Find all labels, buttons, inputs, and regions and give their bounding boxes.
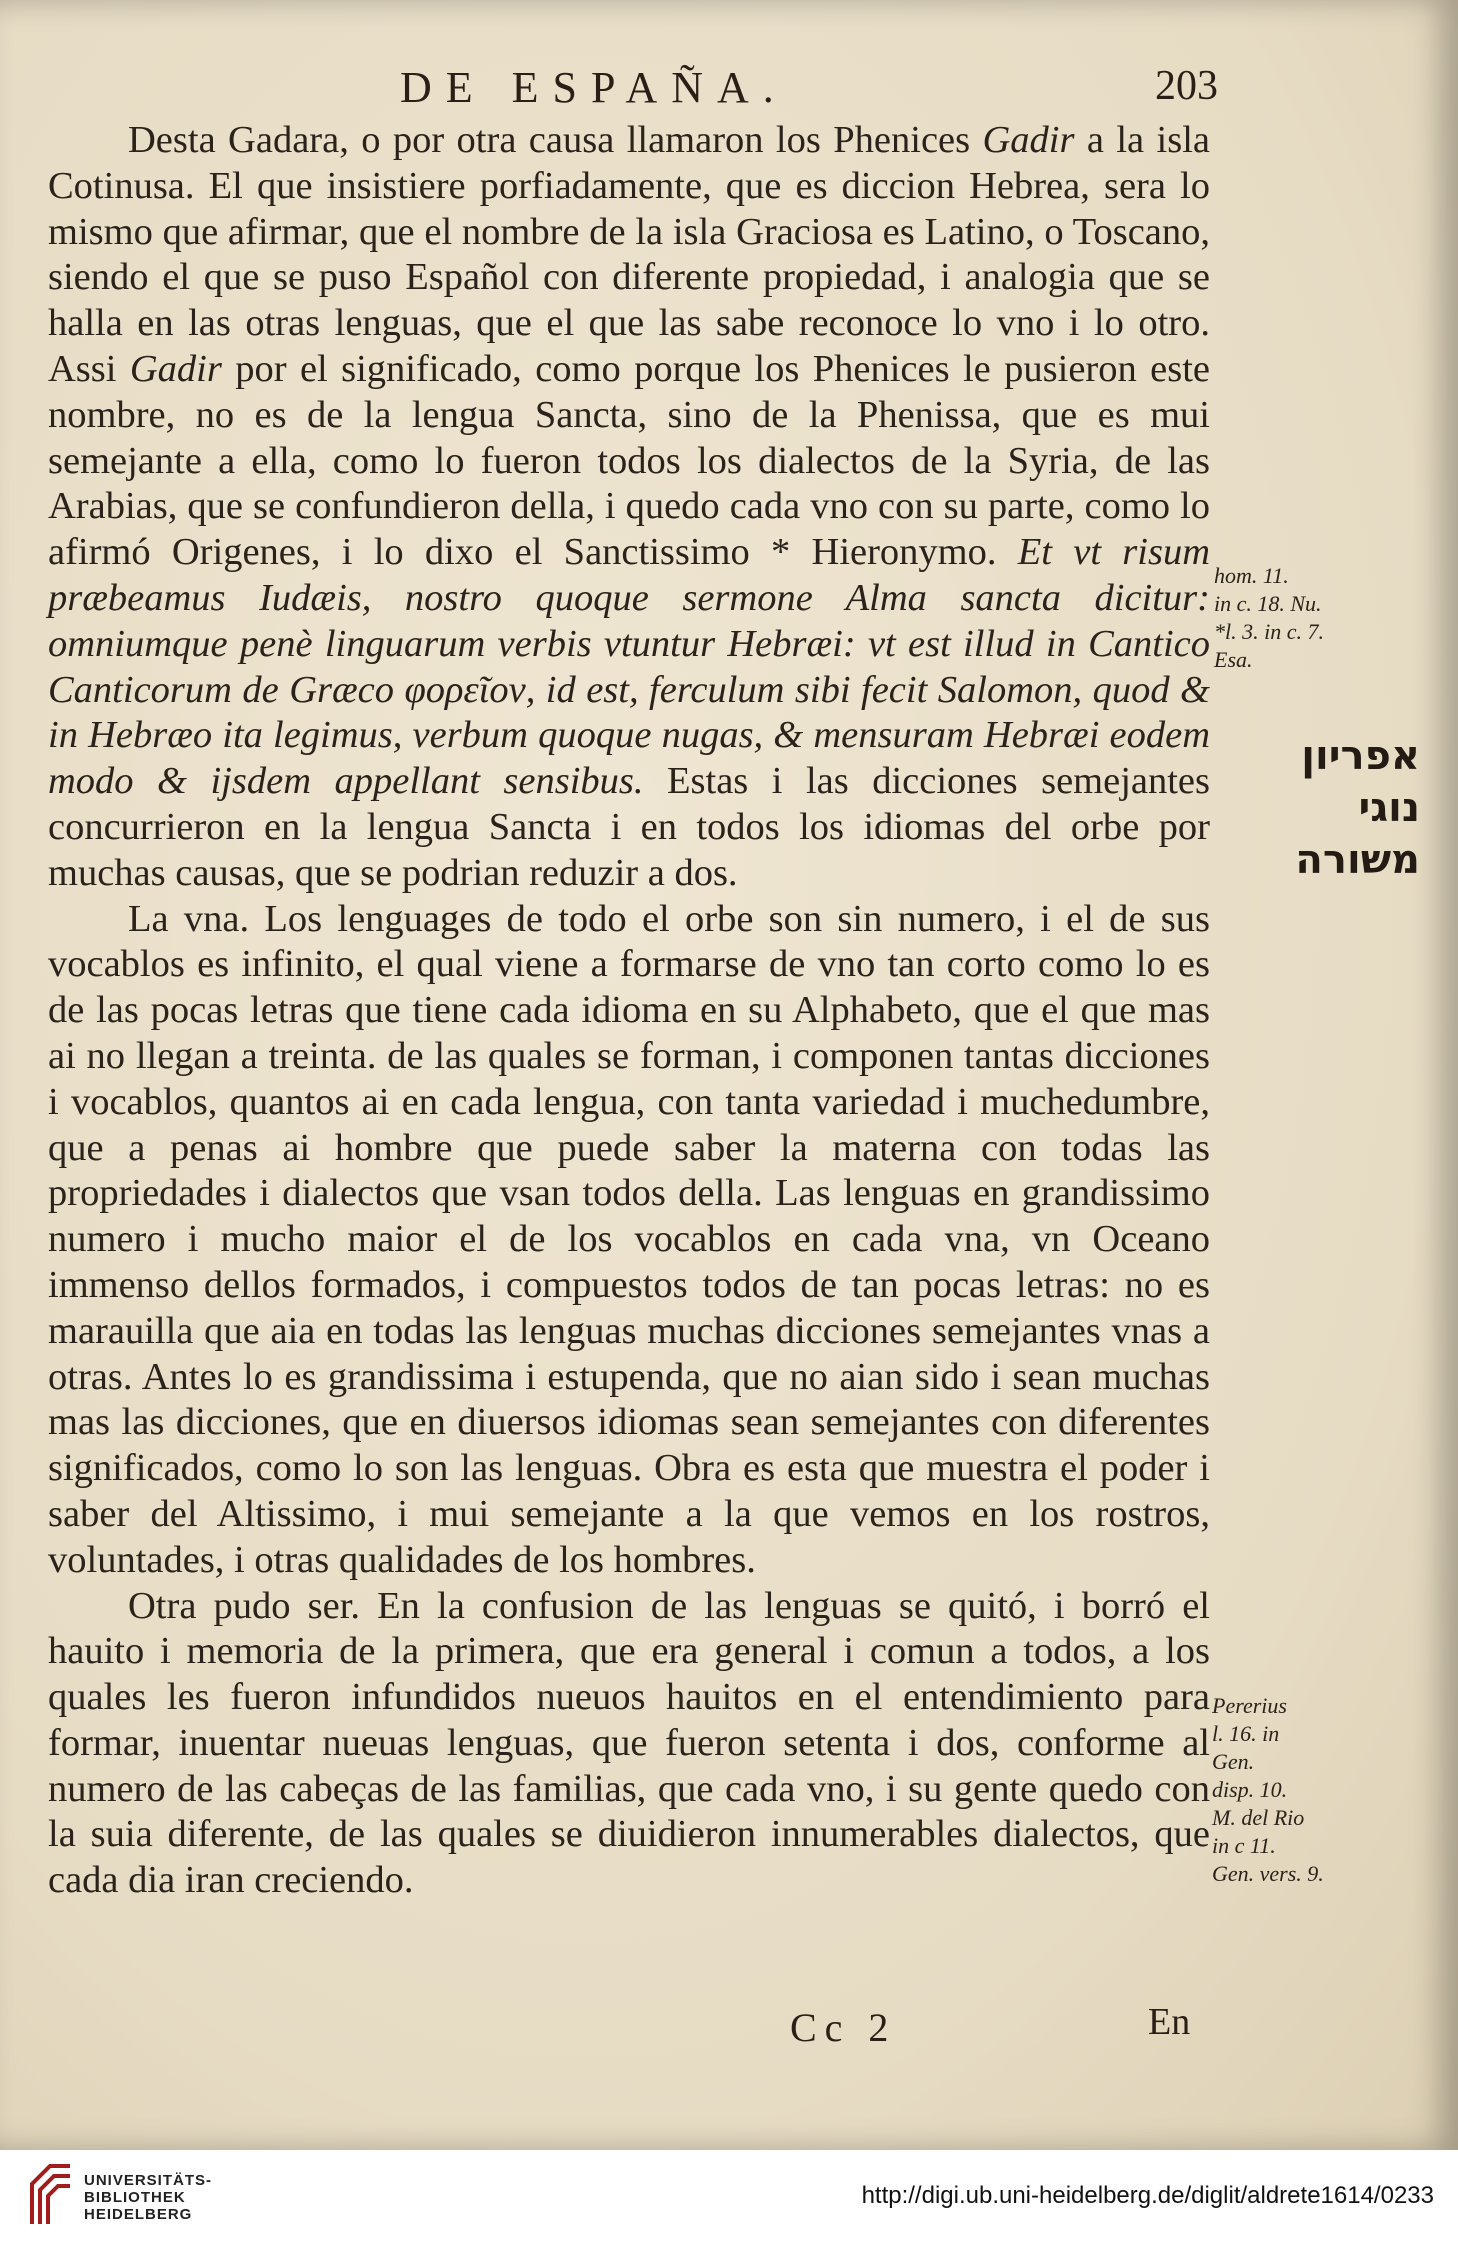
paragraph-3: Otra pudo ser. En la confusion de las lenguas se quitó, i borró el hauito i memoria de la primera, que era general i comun a todos, a los quales les fueron infundidos nueuos hauitos en el entendimiento para formar, inuentar nueuas lenguas, que fueron setenta i dos, conforme al numero de las cabeças de las familias, que cada vno, i su gente quedo con la suia diferente, de las quales se diuidieron innumerables dialectos, que cada dia iran creciendo. <box>48 1584 1210 1902</box>
margin-note-1: hom. 11. in c. 18. Nu. *l. 3. in c. 7. Esa. <box>1214 563 1324 672</box>
latin-quotation: Et vt risum præbeamus Iudæis, nostro quoque sermone Alma sancta dicitur: omniumque penè linguarum verbis vtuntur Hebræi: vt est illud in Cantico Canticorum de Græco φορεῖον, id est, ferculum sibi fecit Salomon, quod & in Hebræo ita legimus, verbum quoque nugas, & mensuram Hebræi eodem modo & ijsdem appellant sensibus. <box>48 531 1210 803</box>
page-header <box>0 62 1458 122</box>
hebrew-marginalia: אפריון נוגי משורה <box>1295 733 1420 883</box>
permalink-url[interactable]: http://digi.ub.uni-heidelberg.de/diglit/aldrete1614/0233 <box>861 2182 1434 2209</box>
main-text <box>48 118 1210 1904</box>
page-number: 203 <box>1155 63 1218 109</box>
catchword: En <box>1148 2001 1191 2043</box>
signature-mark: Cc 2 <box>790 2005 897 2050</box>
library-name: UNIVERSITÄTS- BIBLIOTHEK HEIDELBERG <box>84 2172 213 2223</box>
paragraph-1: Desta Gadara, o por otra causa llamaron los Phenices Gadir a la isla Cotinusa. El que insistiere porfiadamente, que es diccion Hebrea, sera lo mismo que afirmar, que el nombre de la isla Graciosa es Latino, o Toscano, siendo el que se puso Español con diferente propiedad, i analogia que se halla en las otras lenguas, que el que las sabe reconoce lo vno i lo otro. Assi Gadir por el significado, como porque los Phenices le pusieron este nombre, no es de la lengua Sancta, sino de la Phenissa, que es mui semejante a ella, como lo fueron todos los dialectos de la Syria, de las Arabias, que se confundieron della, i quedo cada vno con su parte, como lo afirmó Origenes, i lo dixo el Sanctissimo * Hieronymo. Et vt risum præbeamus Iudæis, nostro quoque sermone Alma sancta dicitur: omniumque penè linguarum verbis vtuntur Hebræi: vt est illud in Cantico Canticorum de Græco φορεῖον, id est, ferculum sibi fecit Salomon, quod & in Hebræo ita legimus, verbum quoque nugas, & mensuram Hebræi eodem modo & ijsdem appellant sensibus. Estas i las dicciones semejantes concurrieron en la lengua Sancta i en todos los idiomas del orbe por muchas causas, que se podrian reduzir a dos. <box>48 119 1210 894</box>
library-logo-icon <box>28 2162 74 2228</box>
running-head: DE ESPAÑA. <box>400 63 788 112</box>
paragraph-2: La vna. Los lenguages de todo el orbe son sin numero, i el de sus vocablos es infinito, el qual viene a formarse de vno tan corto como lo es de las pocas letras que tiene cada idioma en su Alphabeto, que el que mas ai no llegan a treinta. de las quales se forman, i componen tantas dicciones i vocablos, quantos ai en cada lengua, con tanta variedad i muchedumbre, que a penas ai hombre que puede saber la materna con todas las propriedades i dialectos que vsan todos della. Las lenguas en grandissimo numero i mucho maior el de los vocablos en cada vna, vn Oceano immenso dellos formados, i compuestos todos de tan pocas letras: no es marauilla que aia en todas las lenguas muchas dicciones semejantes vnas a otras. Antes lo es grandissima i estupenda, que no aian sido i sean muchas mas las dicciones, que en diuersos idiomas sean semejantes con diferentes significados, como lo son las lenguas. Obra es esta que muestra el poder i saber del Altissimo, i mui semejante a la que vemos en los rostros, voluntades, i otras qualidades de los hombres. <box>48 897 1210 1581</box>
viewer-footer <box>0 2150 1458 2242</box>
margin-note-2: Pererius l. 16. in Gen. disp. 10. M. del Rio in c 11. Gen. vers. 9. <box>1212 1693 1324 1886</box>
